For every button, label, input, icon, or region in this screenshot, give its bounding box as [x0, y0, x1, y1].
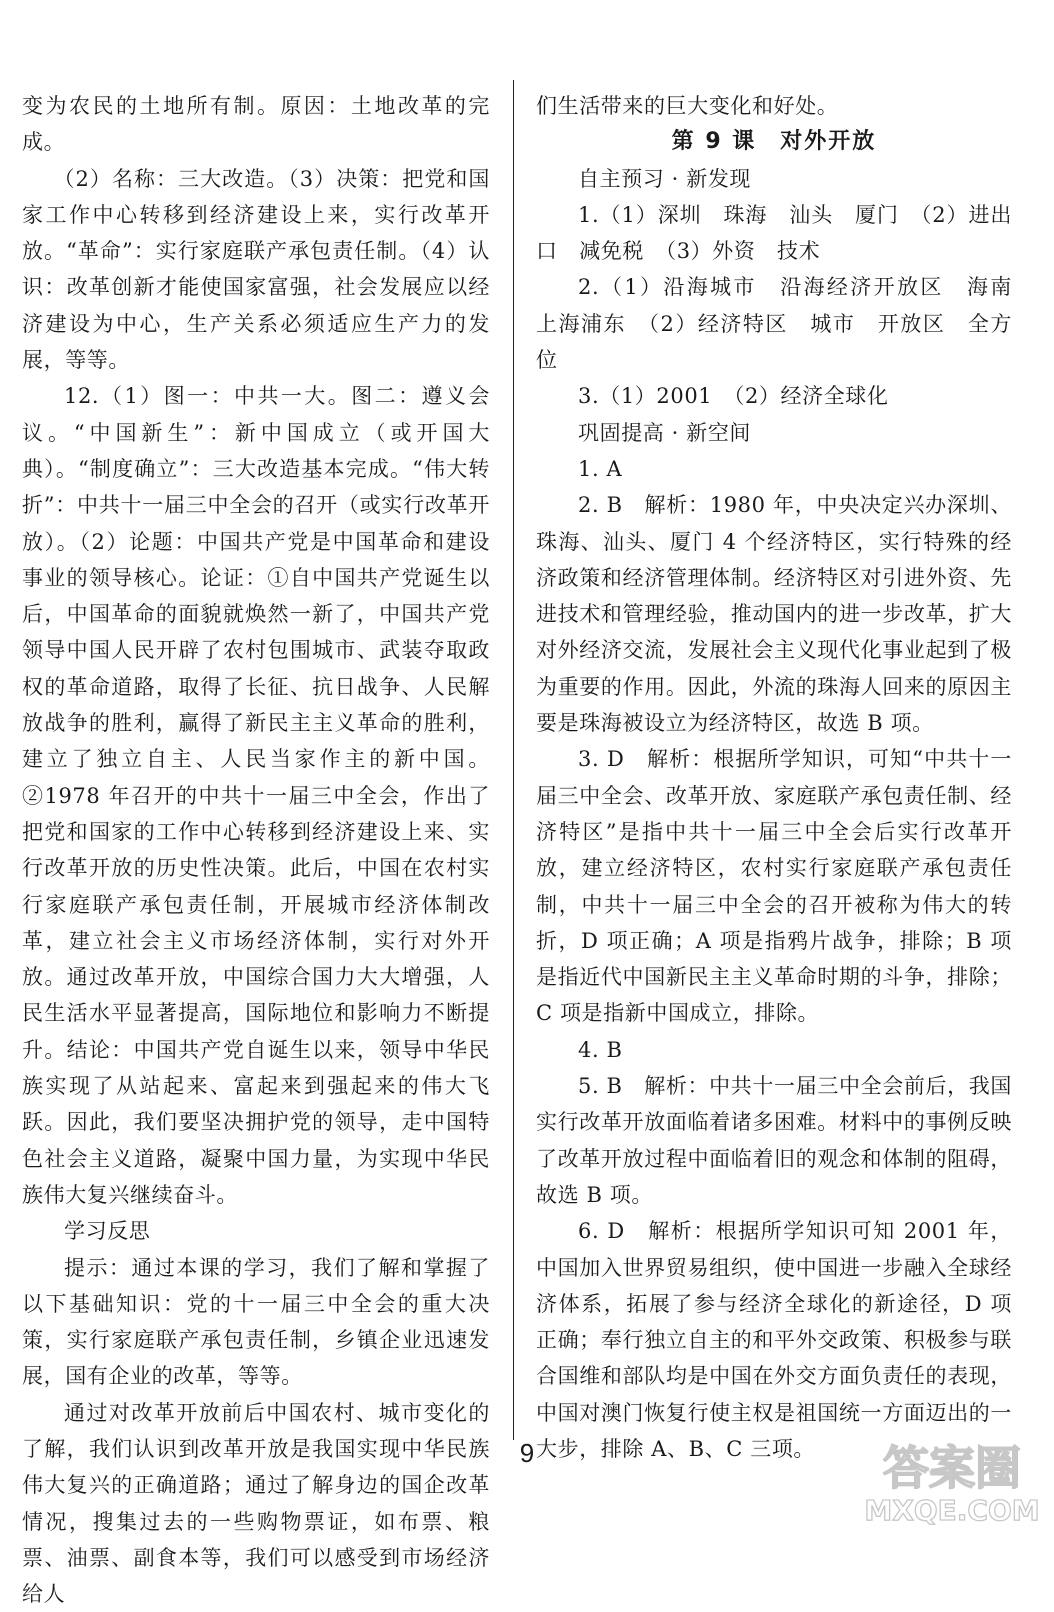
watermark-text-cn: 答案圈 — [883, 1441, 1021, 1495]
watermark-logo — [864, 1432, 1040, 1526]
paragraph: 通过对改革开放前后中国农村、城市变化的了解，我们认识到改革开放是我国实现中华民族伟大复兴的正确道路；通过了解身边的国企改革情况，搜集过去的一些购物票证，如布票、粮票、油票、副食本等，我们可以感受到市场经济给人 — [22, 1400, 490, 1607]
paragraph: 变为农民的土地所有制。原因：土地改革的完成。 — [22, 94, 490, 155]
answer-item: 2.（1）沿海城市 沿海经济开放区 海南 上海浦东 （2）经济特区 城市 开放区 全方位 — [536, 275, 1034, 373]
answer-item: 1. A — [578, 456, 623, 481]
answer-item: 5. B 解析：中共十一届三中全会前后，我国实行改革开放面临着诸多困难。材料中的事例反映了改革开放过程中面临着旧的观念和体制的阻碍，故选 B 项。 — [536, 1074, 1012, 1207]
answer-item: 4. B — [578, 1037, 623, 1062]
answer-item: 3. D 解析：根据所学知识，可知“中共十一届三中全会、改革开放、家庭联产承包责任制、经济特区”是指中共十一届三中全会后实行改革开放，建立经济特区，农村实行家庭联产承包责任制，中共十一届三中全会的召开被称为伟大的转折，D 项正确；A 项是指鸦片战争，排除；B 项是指近代中国新民主主义革命时期的斗争，排除；C 项是指新中国成立，排除。 — [536, 747, 1012, 1026]
paragraph: 12.（1）图一：中共一大。图二：遵义会议。“中国新生”：新中国成立（或开国大典）。“制度确立”：三大改造基本完成。“伟大转折”：中共十一届三中全会的召开（或实行改革开放）。（2）论题：中国共产党是中国革命和建设事业的领导核心。论证：①自中国共产党诞生以后，中国革命的面貌就焕然一新了，中国共产党领导中国人民开辟了农村包围城市、武装夺取政权的革命道路，取得了长征、抗日战争、人民解放战争的胜利，赢得了新民主主义革命的胜利，建立了独立自主、人民当家作主的新中国。②1978 年召开的中共十一届三中全会，作出了把党和国家的工作中心转移到经济建设上来、实行改革开放的历史性决策。此后，中国在农村实行家庭联产承包责任制，开展城市经济体制改革，建立社会主义市场经济体制，实行对外开放。通过改革开放，中国综合国力大大增强，人民生活水平显著提高，国际地位和影响力不断提升。结论：中国共产党自诞生以来，领导中华民族实现了从站起来、富起来到强起来的伟大飞跃。因此，我们要坚决拥护党的领导，走中国特色社会主义道路，凝聚中国力量，为实现中华民族伟大复兴继续奋斗。 — [22, 384, 490, 1207]
left-column — [22, 88, 490, 1612]
paragraph: （2）名称：三大改造。（3）决策：把党和国家工作中心转移到经济建设上来，实行改革开放。“革命”：实行家庭联产承包责任制。（4）认识：改革创新才能使国家富强，社会发展应以经济建设为中心，生产关系必须适应生产力的发展，等等。 — [22, 166, 490, 373]
lesson-title: 第 9 课 对外开放 — [671, 129, 877, 155]
answer-item: 1.（1）深圳 珠海 汕头 厦门 （2）进出口 减免税 （3）外资 技术 — [536, 202, 1012, 264]
answer-item: 2. B 解析：1980 年，中央决定兴办深圳、珠海、汕头、厦门 4 个经济特区，实行特殊的经济政策和经济管理体制。经济特区对引进外资、先进技术和管理经验，推动国内的进一步改革，扩大对外经济交流，发展社会主义现代化事业起到了极为重要的作用。因此，外流的珠海人回来的原因主要是珠海被设立为经济特区，故选 B 项。 — [536, 493, 1012, 736]
watermark-text-en: MXQE.COM — [864, 1494, 1040, 1526]
page-number: 9 — [519, 1438, 535, 1468]
section-heading: 自主预习 · 新发现 — [578, 166, 752, 191]
section-heading: 学习反思 — [64, 1219, 151, 1244]
answer-item: 6. D 解析：根据所学知识可知 2001 年，中国加入世界贸易组织，使中国进一步融入全球经济体系，拓展了参与经济全球化的新途径，D 项正确；奉行独立自主的和平外交政策、积极参与联合国维和部队均是中国在外交方面负责任的表现，中国对澳门恢复行使主权是祖国统一方面迈出的一大步，排除 A、B、C 三项。 — [536, 1219, 1012, 1461]
answer-item: 3.（1）2001 （2）经济全球化 — [578, 384, 889, 409]
column-divider — [513, 80, 514, 1440]
paragraph: 提示：通过本课的学习，我们了解和掌握了以下基础知识：党的十一届三中全会的重大决策，实行家庭联产承包责任制，乡镇企业迅速发展，国有企业的改革，等等。 — [22, 1255, 490, 1389]
paragraph: 们生活带来的巨大变化和好处。 — [536, 94, 839, 118]
right-column — [536, 88, 1034, 1467]
section-heading: 巩固提高 · 新空间 — [578, 420, 752, 445]
